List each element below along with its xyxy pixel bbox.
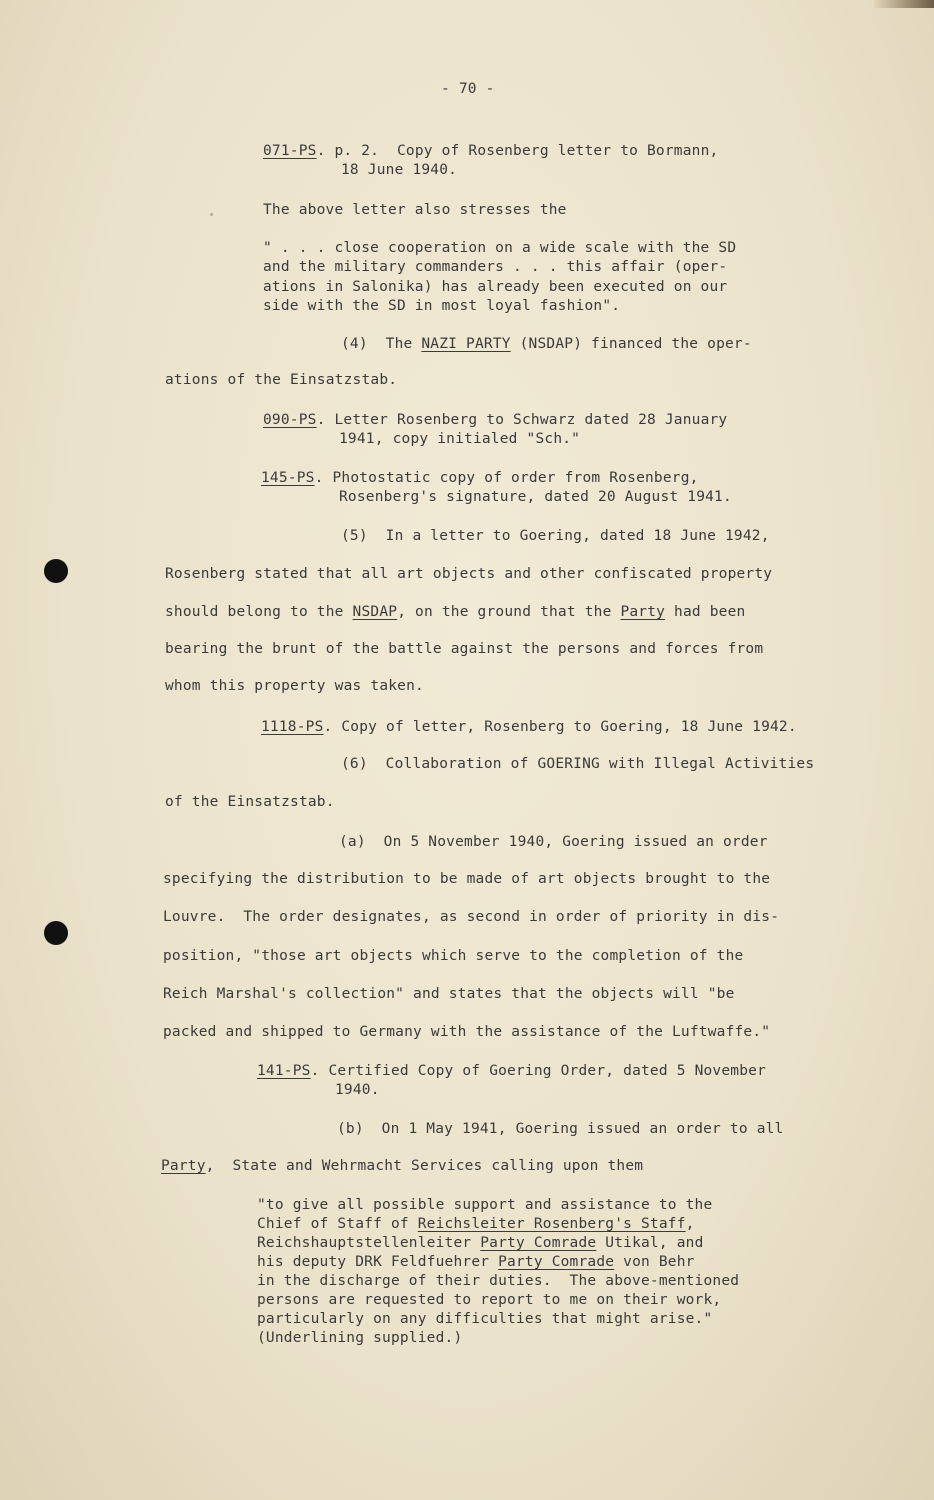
source-citation: [261, 469, 699, 487]
text-run: von Behr: [614, 1254, 695, 1270]
underlined-term: Reichsleiter Rosenberg's Staff: [417, 1216, 686, 1232]
body-paragraph-line: of the Einsatzstab.: [165, 794, 335, 810]
quotation-line: in the discharge of their duties. The above-mentioned: [257, 1273, 740, 1289]
punch-hole: [44, 559, 68, 583]
body-paragraph-line: specifying the distribution to be made of art objects brought to the: [163, 871, 771, 887]
body-paragraph-line: packed and shipped to Germany with the assistance of the Luftwaffe.": [163, 1024, 771, 1040]
underlined-term: Party: [161, 1158, 206, 1174]
text-run: had been: [665, 604, 746, 620]
quotation-line: [257, 1234, 704, 1252]
quotation-line: " . . . close cooperation on a wide scale with the SD: [263, 240, 737, 256]
citation-text: . Photostatic copy of order from Rosenberg,: [314, 470, 699, 486]
citation-text: . Copy of letter, Rosenberg to Goering, 18 June 1942.: [323, 719, 797, 735]
source-citation: [263, 411, 727, 429]
section-heading: [341, 335, 752, 353]
text-run: his deputy DRK Feldfuehrer: [257, 1254, 499, 1270]
quotation-line: and the military commanders . . . this affair (oper-: [263, 259, 728, 275]
page-corner-shadow: [874, 0, 934, 8]
citation-text-line: 18 June 1940.: [341, 162, 458, 178]
source-citation: [261, 718, 797, 736]
body-paragraph-line: [165, 603, 745, 621]
document-reference: 090-PS: [263, 412, 317, 428]
citation-text: . p. 2. Copy of Rosenberg letter to Bormann,: [316, 143, 719, 159]
punch-hole: [44, 921, 68, 945]
body-paragraph-line: Rosenberg stated that all art objects and other confiscated property: [165, 566, 773, 582]
text-run: Reichshauptstellenleiter: [257, 1235, 481, 1251]
section-text: (NSDAP) financed the oper-: [510, 336, 752, 352]
citation-text-line: 1941, copy initialed "Sch.": [339, 431, 581, 447]
text-run: Chief of Staff of: [257, 1216, 418, 1232]
body-paragraph-line: position, "those art objects which serve to the completion of the: [163, 948, 744, 964]
body-paragraph: The above letter also stresses the: [263, 202, 567, 218]
source-citation: [257, 1062, 766, 1080]
underlined-term: NAZI PARTY: [421, 336, 511, 352]
document-reference: 071-PS: [263, 143, 317, 159]
text-run: should belong to the: [165, 604, 353, 620]
quotation-line: "to give all possible support and assistance to the: [257, 1197, 713, 1213]
body-paragraph-line: bearing the brunt of the battle against the persons and forces from: [165, 641, 764, 657]
quotation-line: ations in Salonika) has already been executed on our: [263, 279, 728, 295]
underlined-term: NSDAP: [352, 604, 398, 620]
section-number: (4) The: [341, 336, 422, 352]
body-paragraph-line: whom this property was taken.: [165, 678, 424, 694]
document-reference: 141-PS: [257, 1063, 311, 1079]
section-heading: (5) In a letter to Goering, dated 18 June 1942,: [341, 528, 770, 544]
section-heading: (6) Collaboration of GOERING with Illegal Activities: [341, 756, 815, 772]
document-reference: 145-PS: [261, 470, 315, 486]
source-citation: [263, 142, 718, 160]
quotation-line: [257, 1253, 695, 1271]
document-reference: 1118-PS: [261, 719, 324, 735]
quotation-line: side with the SD in most loyal fashion".: [263, 298, 621, 314]
quotation-line: particularly on any difficulties that might arise.": [257, 1311, 713, 1327]
subsection-heading: (a) On 5 November 1940, Goering issued an order: [339, 834, 768, 850]
underlined-term: Party: [620, 604, 666, 620]
citation-text-line: Rosenberg's signature, dated 20 August 1941.: [339, 489, 732, 505]
quotation-line: (Underlining supplied.): [257, 1330, 463, 1346]
body-paragraph-line: [161, 1157, 643, 1175]
paper-speck: [210, 213, 213, 216]
body-paragraph-line: Louvre. The order designates, as second in order of priority in dis-: [163, 909, 780, 925]
quotation-line: persons are requested to report to me on their work,: [257, 1292, 722, 1308]
underlined-term: Party Comrade: [480, 1235, 597, 1251]
subsection-heading: (b) On 1 May 1941, Goering issued an order to all: [337, 1121, 784, 1137]
body-paragraph-line: Reich Marshal's collection" and states that the objects will "be: [163, 986, 735, 1002]
text-run: , State and Wehrmacht Services calling upon them: [205, 1158, 644, 1174]
citation-text: . Certified Copy of Goering Order, dated 5 November: [310, 1063, 767, 1079]
body-paragraph-line: ations of the Einsatzstab.: [165, 372, 398, 388]
text-run: , on the ground that the: [397, 604, 621, 620]
citation-text: . Letter Rosenberg to Schwarz dated 28 January: [316, 412, 728, 428]
quotation-line: [257, 1215, 695, 1233]
text-run: ,: [685, 1216, 695, 1232]
underlined-term: Party Comrade: [498, 1254, 615, 1270]
text-run: Utikal, and: [596, 1235, 704, 1251]
citation-text-line: 1940.: [335, 1082, 380, 1098]
page-number: - 70 -: [441, 81, 495, 97]
